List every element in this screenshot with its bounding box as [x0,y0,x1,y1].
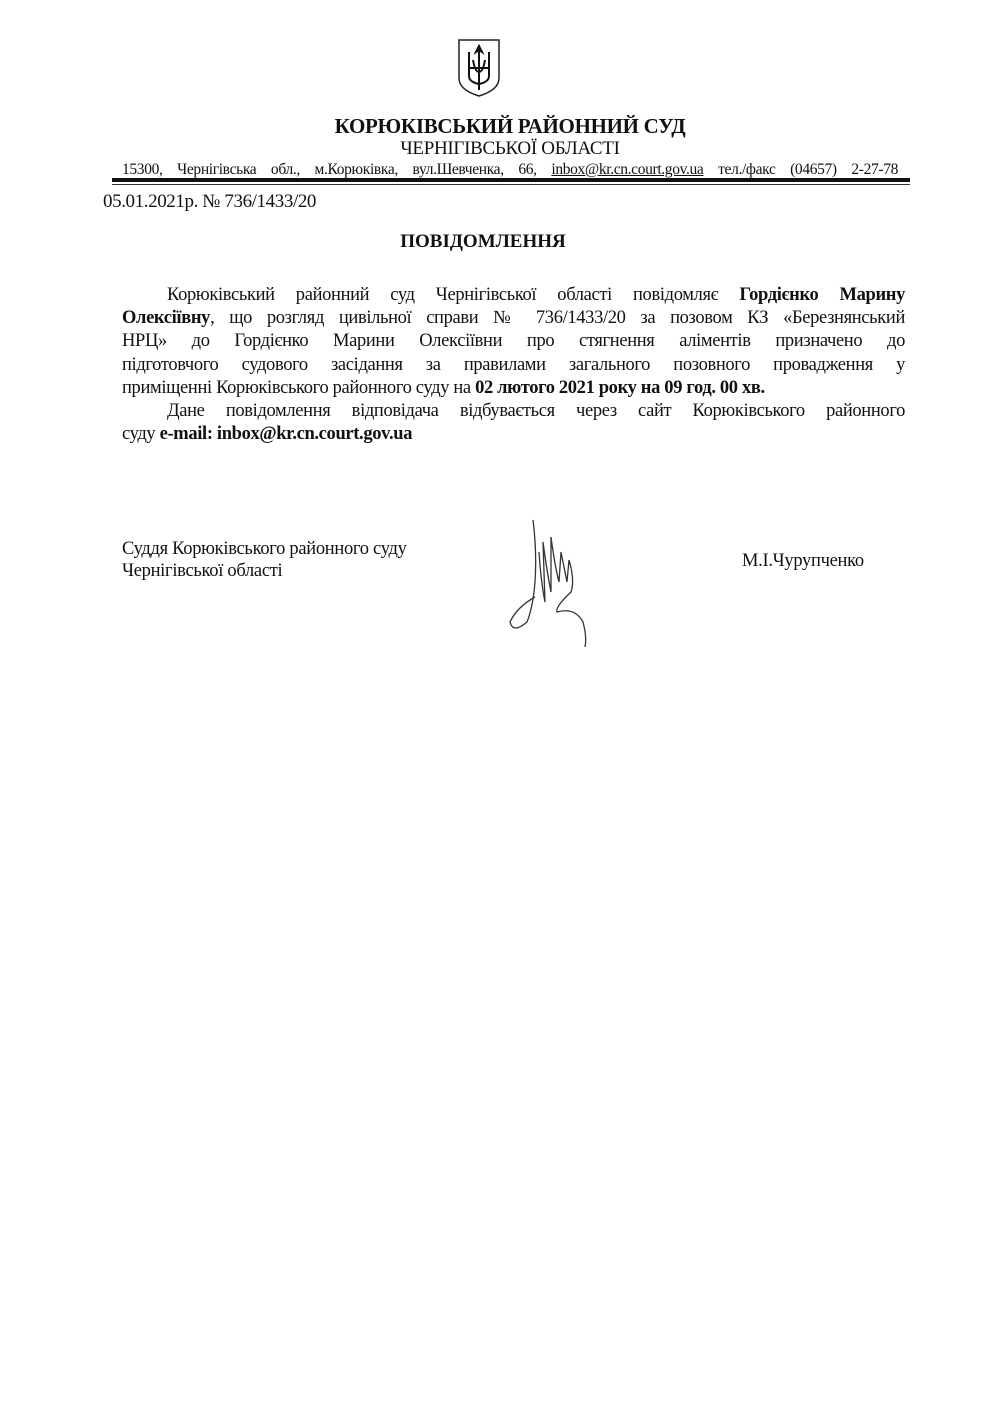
phone: тел./факс (04657) 2-27-78 [718,161,899,178]
header-rule-thick [112,178,910,182]
body-line [122,423,905,446]
coat-of-arms-icon [457,38,501,98]
body-text: Корюківський районний суд Чернігівської області повідомляє [167,285,719,305]
address-text: 15300, Чернігівська обл., м.Корюківка, вул.Шевченка, 66, [122,161,537,178]
email-link[interactable]: inbox@kr.cn.court.gov.ua [551,161,704,178]
body-line [122,307,905,330]
reference-number: 05.01.2021р. № 736/1433/20 [103,191,317,212]
document-title: ПОВІДОМЛЕННЯ [400,231,566,252]
defendant-name-cont: Олексіївну [122,308,211,329]
court-name: КОРЮКІВСЬКИЙ РАЙОННИЙ СУД [334,114,686,138]
body-line [122,377,905,400]
notice-body [122,284,905,446]
court-address [122,161,898,179]
body-text: суду [122,424,156,445]
hearing-datetime: 02 лютого 2021 року на 09 год. 00 хв. [475,377,765,398]
position-line: Чернігівської області [122,561,283,581]
body-line: НРЦ» до Гордієнко Марини Олексіївни про стягнення аліментів призначено до [122,331,905,352]
judge-name: М.І.Чурупченко [742,551,864,571]
body-line [122,284,905,307]
body-line: Дане повідомлення відповідача відбувається через сайт Корюківського районного [167,401,905,422]
handwritten-signature [505,512,600,650]
position-line: Суддя Корюківського районного суду [122,539,407,559]
body-text: , що розгляд цивільної справи № 736/1433/20 за позовом КЗ «Березнянський [210,308,905,329]
body-line: підготовчого судового засідання за правилами загального позовного провадження у [122,354,905,375]
court-email: e-mail: inbox@kr.cn.court.gov.ua [159,424,413,445]
judge-position [122,538,407,582]
court-region: ЧЕРНІГІВСЬКОЇ ОБЛАСТІ [400,138,620,159]
body-text: приміщенні Корюківського районного суду на [122,377,471,398]
header-rule-thin [112,184,910,185]
defendant-name: Гордієнко Марину [739,285,905,305]
